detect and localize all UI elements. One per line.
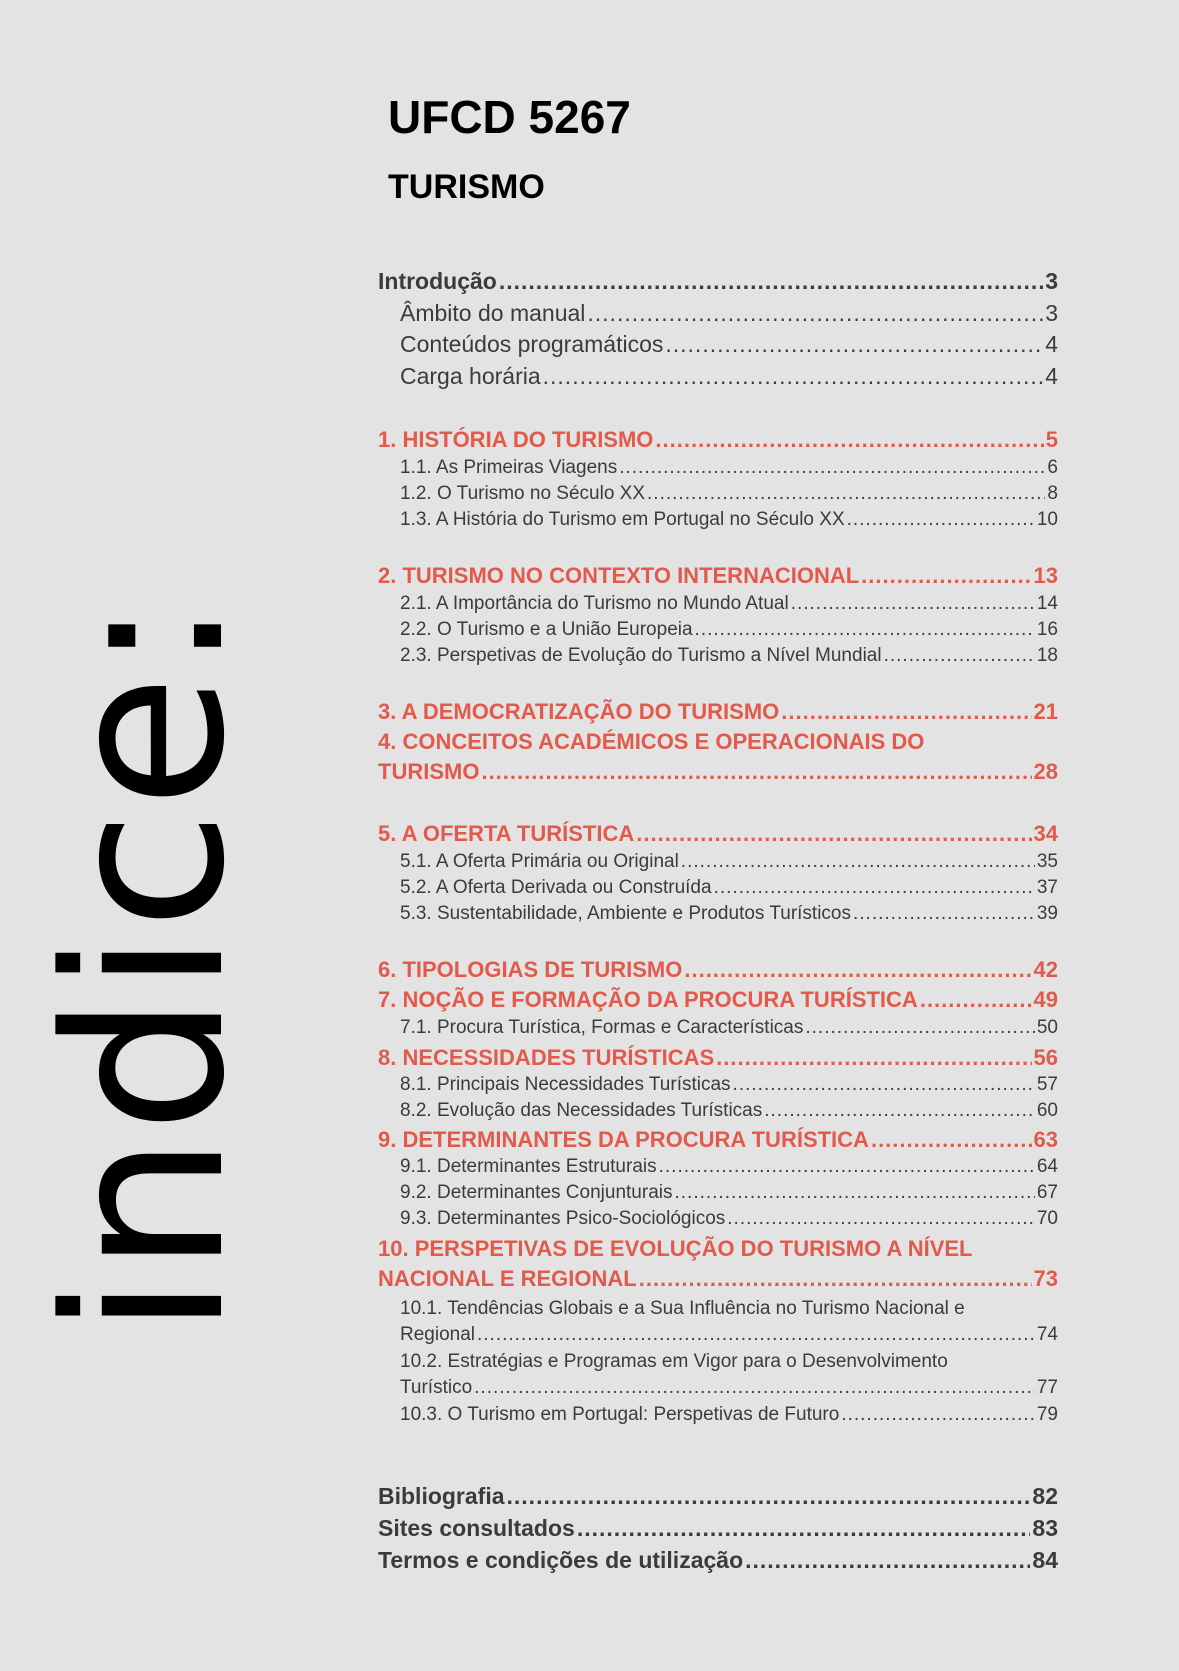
toc-label: Regional — [400, 1324, 475, 1345]
toc-chapter-6[interactable] — [378, 957, 1058, 983]
dot-leader — [733, 1074, 1035, 1096]
toc-chapter-5[interactable] — [378, 821, 1058, 847]
toc-entry[interactable] — [378, 1208, 1058, 1230]
toc-page: 3 — [1045, 268, 1058, 294]
toc-chapter-9[interactable] — [378, 1127, 1058, 1153]
toc-chapter-4[interactable] — [378, 759, 1058, 785]
toc-label: 1.2. O Turismo no Século XX — [400, 483, 646, 504]
toc-entry[interactable] — [378, 300, 1058, 327]
toc-page: 18 — [1036, 645, 1058, 666]
dot-leader — [587, 300, 1043, 327]
dot-leader — [920, 987, 1032, 1013]
toc-page: 8 — [1047, 483, 1058, 504]
toc-page: 49 — [1033, 987, 1058, 1012]
toc-entry-sites[interactable] — [378, 1515, 1058, 1542]
toc-label: 9.1. Determinantes Estruturais — [400, 1156, 657, 1177]
toc-label: 1.3. A História do Turismo em Portugal no Século XX — [400, 509, 845, 530]
dot-leader — [474, 1377, 1035, 1399]
toc-page: 42 — [1033, 957, 1058, 982]
toc-page: 16 — [1036, 619, 1058, 640]
toc-entry[interactable] — [378, 1156, 1058, 1178]
toc-label: 8.1. Principais Necessidades Turísticas — [400, 1074, 731, 1095]
dot-leader — [647, 483, 1045, 505]
toc-chapter-2[interactable] — [378, 563, 1058, 589]
dot-leader — [655, 427, 1043, 453]
toc-entry-intro[interactable] — [378, 268, 1058, 295]
toc-entry[interactable] — [378, 1404, 1058, 1426]
toc-entry-line1: 10.2. Estratégias e Programas em Vigor para o Desenvolvimento — [400, 1351, 948, 1372]
side-title: indice: — [20, 596, 273, 1336]
toc-page: 6 — [1047, 457, 1058, 478]
toc-entry[interactable] — [378, 509, 1058, 531]
toc-entry[interactable] — [378, 851, 1058, 873]
toc-label: 2.1. A Importância do Turismo no Mundo Atual — [400, 593, 789, 614]
course-subject: TURISMO — [388, 168, 545, 206]
dot-leader — [871, 1127, 1032, 1153]
toc-entry[interactable] — [378, 1074, 1058, 1096]
toc-page: 13 — [1033, 563, 1058, 588]
dot-leader — [659, 1156, 1035, 1178]
toc-entry[interactable] — [378, 457, 1058, 479]
toc-entry-line1: 10.1. Tendências Globais e a Sua Influência no Turismo Nacional e — [400, 1298, 965, 1319]
toc-page: 21 — [1033, 699, 1058, 724]
toc-label: 8. NECESSIDADES TURÍSTICAS — [378, 1045, 715, 1070]
toc-page: 79 — [1036, 1404, 1058, 1425]
toc-page: 63 — [1033, 1127, 1058, 1152]
toc-label: Conteúdos programáticos — [400, 331, 664, 357]
dot-leader — [884, 645, 1035, 667]
toc-page: 67 — [1036, 1182, 1058, 1203]
toc-label: 9. DETERMINANTES DA PROCURA TURÍSTICA — [378, 1127, 869, 1152]
toc-page: 83 — [1032, 1515, 1058, 1541]
dot-leader — [681, 851, 1035, 873]
toc-entry[interactable] — [378, 483, 1058, 505]
dot-leader — [665, 331, 1043, 358]
toc-entry[interactable] — [378, 877, 1058, 899]
toc-page: 77 — [1036, 1377, 1058, 1398]
toc-entry[interactable] — [378, 1017, 1058, 1039]
dot-leader — [577, 1515, 1031, 1542]
toc-page: 82 — [1032, 1483, 1058, 1509]
toc-entry[interactable] — [378, 1324, 1058, 1346]
toc-page: 34 — [1033, 821, 1058, 846]
toc-label: Sites consultados — [378, 1515, 575, 1541]
dot-leader — [684, 957, 1031, 983]
toc-label: Âmbito do manual — [400, 300, 586, 326]
toc-entry[interactable] — [378, 645, 1058, 667]
toc-label: 3. A DEMOCRATIZAÇÃO DO TURISMO — [378, 699, 780, 724]
course-code: UFCD 5267 — [388, 91, 631, 143]
toc-page: 64 — [1036, 1156, 1058, 1177]
toc-chapter-4-line1: 4. CONCEITOS ACADÉMICOS E OPERACIONAIS DO — [378, 729, 925, 754]
toc-entry[interactable] — [378, 1377, 1058, 1399]
toc-label: 1. HISTÓRIA DO TURISMO — [378, 427, 654, 452]
toc-page: 74 — [1036, 1324, 1058, 1345]
toc-entry[interactable] — [378, 1100, 1058, 1122]
toc-label: 6. TIPOLOGIAS DE TURISMO — [378, 957, 683, 982]
dot-leader — [507, 1483, 1031, 1510]
dot-leader — [714, 877, 1035, 899]
toc-page: 57 — [1036, 1074, 1058, 1095]
dot-leader — [847, 509, 1035, 531]
toc-page: 4 — [1045, 363, 1058, 389]
toc-label: 9.2. Determinantes Conjunturais — [400, 1182, 673, 1203]
toc-page: 5 — [1045, 427, 1058, 452]
toc-page: 84 — [1032, 1547, 1058, 1573]
toc-page: 28 — [1033, 759, 1058, 784]
toc-page: 3 — [1045, 300, 1058, 326]
dot-leader — [745, 1547, 1030, 1574]
toc-chapter-7[interactable] — [378, 987, 1058, 1013]
dot-leader — [853, 903, 1035, 925]
dot-leader — [716, 1045, 1031, 1071]
toc-chapter-10[interactable] — [378, 1266, 1058, 1292]
toc-label: 7.1. Procura Turística, Formas e Características — [400, 1017, 804, 1038]
dot-leader — [619, 457, 1045, 479]
toc-page: 73 — [1033, 1266, 1058, 1291]
dot-leader — [805, 1017, 1035, 1039]
toc-page: 14 — [1036, 593, 1058, 614]
toc-chapter-10-line1: 10. PERSPETIVAS DE EVOLUÇÃO DO TURISMO A NÍVEL — [378, 1236, 973, 1261]
toc-label: 10.3. O Turismo em Portugal: Perspetivas de Futuro — [400, 1404, 840, 1425]
toc-entry[interactable] — [378, 331, 1058, 358]
dot-leader — [639, 1266, 1032, 1292]
toc-page: 35 — [1036, 851, 1058, 872]
dot-leader — [791, 593, 1035, 615]
toc-label: 2.3. Perspetivas de Evolução do Turismo a Nível Mundial — [400, 645, 882, 666]
toc-label: Bibliografia — [378, 1483, 505, 1509]
dot-leader — [781, 699, 1031, 725]
dot-leader — [543, 363, 1044, 390]
toc-page: 50 — [1036, 1017, 1058, 1038]
toc-label: 5.2. A Oferta Derivada ou Construída — [400, 877, 712, 898]
dot-leader — [481, 759, 1031, 785]
dot-leader — [764, 1100, 1035, 1122]
dot-leader — [499, 268, 1043, 295]
toc-label: 7. NOÇÃO E FORMAÇÃO DA PROCURA TURÍSTICA — [378, 987, 918, 1012]
toc-page: 10 — [1036, 509, 1058, 530]
dot-leader — [695, 619, 1035, 641]
toc-entry[interactable] — [378, 619, 1058, 641]
dot-leader — [477, 1324, 1035, 1346]
toc-label: 2. TURISMO NO CONTEXTO INTERNACIONAL — [378, 563, 860, 588]
toc-label: Carga horária — [400, 363, 541, 389]
toc-chapter-8[interactable] — [378, 1045, 1058, 1071]
toc-page: 37 — [1036, 877, 1058, 898]
toc-label: 2.2. O Turismo e a União Europeia — [400, 619, 693, 640]
dot-leader — [841, 1404, 1035, 1426]
toc-label: Introdução — [378, 268, 497, 294]
toc-page: 4 — [1045, 331, 1058, 357]
toc-label: 1.1. As Primeiras Viagens — [400, 457, 618, 478]
dot-leader — [861, 563, 1031, 589]
toc-label: 8.2. Evolução das Necessidades Turísticas — [400, 1100, 763, 1121]
toc-entry-terms[interactable] — [378, 1547, 1058, 1574]
toc-label: 5.1. A Oferta Primária ou Original — [400, 851, 679, 872]
dot-leader — [636, 821, 1031, 847]
toc-page: 70 — [1036, 1208, 1058, 1229]
toc-entry-bibliography[interactable] — [378, 1483, 1058, 1510]
toc-chapter-1[interactable] — [378, 427, 1058, 453]
toc-entry[interactable] — [378, 903, 1058, 925]
toc-label: Termos e condições de utilização — [378, 1547, 744, 1573]
toc-entry[interactable] — [378, 1182, 1058, 1204]
toc-label: TURISMO — [378, 759, 480, 784]
toc-label: Turístico — [400, 1377, 473, 1398]
toc-label: 9.3. Determinantes Psico-Sociológicos — [400, 1208, 726, 1229]
toc-label: 5. A OFERTA TURÍSTICA — [378, 821, 635, 846]
dot-leader — [674, 1182, 1034, 1204]
toc-label: 5.3. Sustentabilidade, Ambiente e Produtos Turísticos — [400, 903, 851, 924]
toc-entry[interactable] — [378, 363, 1058, 390]
toc-page: 39 — [1036, 903, 1058, 924]
toc-page: 56 — [1033, 1045, 1058, 1070]
toc-page: 60 — [1036, 1100, 1058, 1121]
dot-leader — [727, 1208, 1035, 1230]
toc-entry[interactable] — [378, 593, 1058, 615]
toc-chapter-3[interactable] — [378, 699, 1058, 725]
toc-label: NACIONAL E REGIONAL — [378, 1266, 637, 1291]
